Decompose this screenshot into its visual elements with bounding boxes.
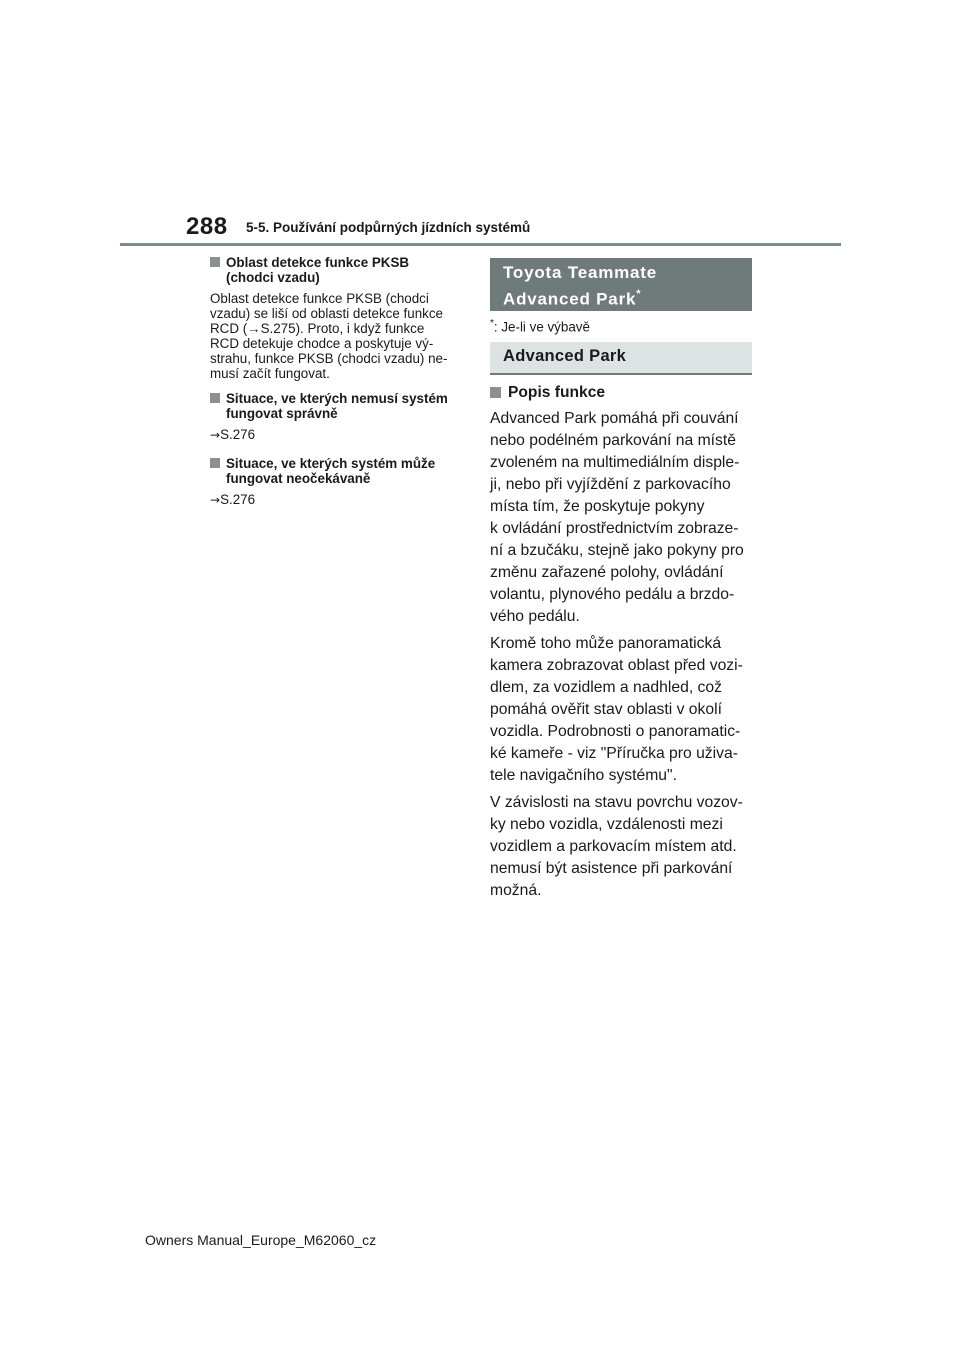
subheading-pksb-detection-area — [210, 255, 470, 285]
square-bullet-icon — [210, 458, 220, 468]
paragraph-line: pomáhá ověřit stav oblasti v okolí — [490, 701, 722, 719]
page-reference: S.276 — [220, 492, 256, 507]
subheading-not-functioning — [210, 391, 470, 421]
paragraph-line: ní a bzučáku, stejně jako pokyny pro — [490, 542, 744, 560]
sub-heading-advanced-park: Advanced Park — [490, 342, 752, 375]
paragraph-line: tele navigačního systému". — [490, 767, 677, 785]
subheading-function-description — [490, 383, 752, 403]
paragraph-line: nemusí být asistence při parkování — [490, 860, 733, 878]
paragraph-line: změnu zařazené polohy, ovládání — [490, 564, 724, 582]
paragraph-line: RCD (→S.275). Proto, i když funkce — [210, 321, 425, 336]
paragraph-line: ké kameře - viz "Příručka pro uživa- — [490, 745, 738, 763]
right-arrow-icon: → — [210, 428, 221, 442]
right-column — [490, 258, 752, 907]
paragraph-line: strahu, funkce PKSB (chodci vzadu) ne- — [210, 351, 448, 366]
paragraph-line: vozidla. Podrobnosti o panoramatic- — [490, 723, 741, 741]
header-divider — [120, 243, 841, 246]
left-column — [210, 255, 470, 521]
page-reference-link[interactable] — [210, 427, 470, 443]
footer-text: Owners Manual_Europe_M62060_cz — [145, 1232, 377, 1248]
paragraph-line: vzadu) se liší od oblasti detekce funkce — [210, 306, 443, 321]
page-reference-link[interactable] — [210, 492, 470, 508]
main-heading-line: Advanced Park — [503, 289, 637, 309]
footnote-mark: * — [490, 318, 494, 329]
camera-paragraph — [490, 633, 752, 787]
subheading-unexpected-function — [210, 456, 470, 486]
paragraph-line: místa tím, že poskytuje pokyny — [490, 498, 705, 516]
paragraph-line: Kromě toho může panoramatická — [490, 635, 722, 653]
subheading-text: Popis funkce — [508, 384, 606, 402]
main-heading-line: Toyota Teammate — [503, 263, 658, 282]
square-bullet-icon — [490, 387, 501, 398]
page-number: 288 — [186, 213, 228, 240]
paragraph-line: musí začít fungovat. — [210, 366, 330, 381]
main-heading — [490, 258, 752, 311]
paragraph-line: kamera zobrazovat oblast před vozi- — [490, 657, 743, 675]
subheading-line: (chodci vzadu) — [226, 270, 320, 285]
square-bullet-icon — [210, 257, 220, 267]
footnote — [490, 318, 752, 334]
paragraph-line: volantu, plynového pedálu a brzdo- — [490, 586, 735, 604]
page-reference: S.276 — [220, 427, 256, 442]
page-header — [0, 0, 960, 250]
paragraph-line: V závislosti na stavu povrchu vozov- — [490, 794, 743, 812]
paragraph-line: dlem, za vozidlem a nadhled, což — [490, 679, 722, 697]
asterisk-mark: * — [636, 288, 642, 300]
paragraph-line: nebo podélném parkování na místě — [490, 432, 736, 450]
paragraph-line: ji, nebo při vyjíždění z parkovacího — [490, 476, 731, 494]
subheading-line: fungovat správně — [226, 406, 338, 421]
paragraph-line: vozidlem a parkovacím místem atd. — [490, 838, 737, 856]
footnote-text: : Je-li ve výbavě — [493, 319, 590, 335]
paragraph-line: k ovládání prostřednictvím zobraze- — [490, 520, 739, 538]
paragraph-line: Advanced Park pomáhá při couvání — [490, 410, 739, 428]
subheading-line: Situace, ve kterých systém může — [226, 456, 436, 471]
subheading-line: Oblast detekce funkce PKSB — [226, 255, 410, 270]
paragraph-line: možná. — [490, 882, 542, 900]
paragraph-line: vého pedálu. — [490, 608, 580, 626]
pksb-detection-paragraph — [210, 291, 470, 381]
paragraph-line: Oblast detekce funkce PKSB (chodci — [210, 291, 429, 306]
paragraph-line: RCD detekuje chodce a poskytuje vý- — [210, 336, 434, 351]
subheading-line: Situace, ve kterých nemusí systém — [226, 391, 448, 406]
main-heading-line-2 — [503, 284, 740, 311]
right-arrow-icon: → — [210, 493, 221, 507]
subheading-line: fungovat neočekávaně — [226, 471, 371, 486]
section-title: 5-5. Používání podpůrných jízdních systémů — [246, 220, 531, 235]
paragraph-line: ky nebo vozidla, vzdálenosti mezi — [490, 816, 723, 834]
paragraph-line: zvoleném na multimediálním disple- — [490, 454, 740, 472]
description-paragraph — [490, 408, 752, 628]
square-bullet-icon — [210, 393, 220, 403]
limitation-paragraph — [490, 792, 752, 902]
